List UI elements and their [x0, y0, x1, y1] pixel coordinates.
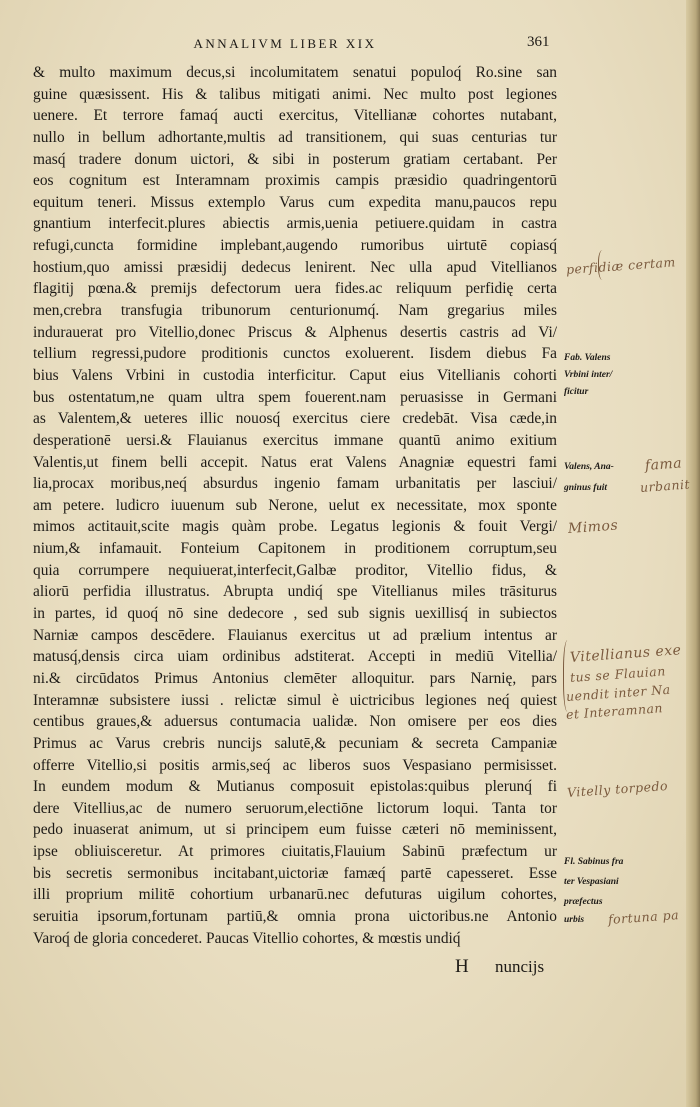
text-line: refugi,cuncta formidine implebant,augendo rumoribus uirtutē copiasq́	[33, 237, 557, 255]
page-edge	[686, 0, 700, 1107]
text-line: Valentis,ut finem belli accepit. Natus erat Valens Anagniæ equestri fami	[33, 453, 557, 471]
side-note: ter Vespasiani	[564, 877, 619, 887]
text-line: lia,procax moribus,neq́ absurdus ingenio famam urbanitatis per lasciui/	[33, 475, 557, 493]
text-line: dere Vitellius,ac de numero seruorum,electiōne lictorum loqui. Tanta tor	[33, 799, 557, 817]
text-line: uenere. Et terrore famaq́ aucti exercitus, Vitellianæ cohortes nutabant,	[33, 107, 557, 125]
text-line: mimos actitauit,scite magis quàm probe. Legatus legionis & fouit Vergi/	[33, 518, 557, 536]
text-line: eos cognitum est Interamnam proximis campis præsidio quadringentorū	[33, 172, 557, 190]
text-line: bis secretis sermonibus incitabant,uictoriæ famæq́ partē capesseret. Esse	[33, 864, 557, 882]
text-line: & multo maximum decus,si incolumitatem senatui populoq́ Ro.sine san	[33, 64, 557, 81]
signature-mark: H	[455, 956, 469, 977]
side-note: Fab. Valens	[564, 353, 611, 363]
text-line: hostium,quo amissi præsidij dedecus lenirent. Nec ulla apud Vitellianos	[33, 258, 557, 276]
text-line: In eundem modum & Mutianus composuit epistolas:quibus plerunq́ fi	[33, 778, 557, 796]
handwritten-note: tus se Flauian	[569, 663, 667, 685]
text-line: flagitij pœna.& premijs defectorum uera fides.ac reliquum perfidię certa	[33, 280, 557, 298]
catchword-line	[455, 956, 544, 978]
text-line: tellium regressi,pudore proditionis cunctos exoluerent. Iisdem diebus Fa	[33, 345, 557, 363]
text-line: am petere. ludicro iuuenum sub Nerone, uelut ex necessitate, mox sponte	[33, 496, 557, 514]
text-line: Varoq́ de gloria concederet. Paucas Vitellio cohortes, & mœstis undiq́	[33, 929, 461, 947]
text-line: desperationē uersi.& Flauianus exercitus immane quantū animo exitium	[33, 431, 557, 449]
text-line: seruitia ipsorum,fortunam partiū,& omnia prona uictoribus.ne Antonio	[33, 907, 557, 925]
side-note: Valens, Ana-	[564, 462, 614, 472]
text-line: indurauerat pro Vitellio,donec Priscus & Alphenus desertis castris ad Vi/	[33, 323, 557, 341]
text-line: ipse obliuisceretur. At primores ciuitatis,Flauium Sabinū præfectum ur	[33, 843, 557, 861]
text-line: bus ostentatum,ne quam ultra spem fouerent.nam peruasisse in Germani	[33, 388, 557, 406]
running-title: ANNALIVM LIBER XIX	[193, 36, 377, 51]
text-line: Interamnæ subsistere iussi . relictæ simul è uictricibus legiones neq́ quiest	[33, 691, 557, 709]
text-line: men,crebra transfugia tribunorum centurionumq́. Nam gregarius miles	[33, 302, 557, 320]
text-line: quia corrumpere nequiuerat,interfecit,Galbæ proditor, Vitellio fidus, &	[33, 561, 557, 579]
handwritten-note: Vitelly torpedo	[566, 777, 669, 800]
text-line: illi proprium militē cohortium urbanarū.nec defuturas uigilum cohortes,	[33, 886, 557, 904]
text-line: in partes, id quoq́ nō sine dedecore , sed sub signis uexillisq́ in subiectos	[33, 605, 557, 623]
text-line: Primus ac Varus crebris nuncijs salutē,& pecuniam & secreta Campaniæ	[33, 734, 557, 752]
side-note: gninus fuit	[564, 483, 608, 493]
handwritten-note: Vitellianus exe	[569, 642, 682, 666]
text-line: aliorū perfidia illustratus. Abrupta undiq́ spe Vitellianus miles trāsiturus	[33, 583, 557, 601]
handwritten-note: et Interamnan	[565, 700, 664, 722]
side-note: præfectus	[564, 897, 603, 907]
handwritten-note: uendit inter Na	[565, 681, 672, 704]
text-line: nullo in bellum adhortante,multis ad transitionem, qui suas centurias tur	[33, 128, 557, 146]
side-note: Fl. Sabinus fra	[564, 857, 624, 867]
text-line: nium,& infamauit. Fonteium Capitonem in proditionem corruptum,seu	[33, 540, 557, 558]
text-line: gnantium interfecit.plures abiectis armis,uenia petiuere.quidam in castra	[33, 215, 557, 233]
handwritten-note: Mimos	[567, 517, 619, 537]
text-line: as Valentem,& ueteres illic nouosq́ exercitus ciere credebāt. Visa cæde,in	[33, 410, 557, 428]
body-text	[33, 62, 557, 949]
catchword: nuncijs	[494, 957, 545, 976]
text-line: centibus graues,& aduersus contumacia ualidæ. Non omisere per eos dies	[33, 713, 557, 731]
bleed-through-smudge	[40, 962, 90, 976]
text-line: matusq́,densis circa uiam ordinibus adstiterat. Accepti in mediū Vitellia/	[33, 648, 557, 666]
handwritten-note: perfidiæ certam	[565, 254, 677, 277]
text-line: masq́ tradere donum uictori, & sibi in posterum gratiam certabant. Per	[33, 150, 557, 168]
handwritten-note: fortuna pa	[607, 907, 680, 927]
text-line: Narniæ campos descēdere. Flauianus exercitus ut ad prælium intentus ar	[33, 626, 557, 644]
text-line: bius Valens Vrbini in custodia interficitur. Caput eius Vitellianis cohorti	[33, 366, 557, 384]
handwritten-note: urbanit	[639, 476, 691, 495]
side-note: Vrbini inter/	[564, 370, 613, 380]
side-note: urbis	[564, 915, 585, 925]
text-line: ni.& circūdatos Primus Antonius clemēter alloquitur. pars Narnię, pars	[33, 669, 557, 687]
handwritten-note: fama	[644, 455, 683, 474]
page-number: 361	[527, 34, 550, 50]
side-note: ficitur	[564, 387, 589, 397]
text-line: pedo inuaserat animum, ut si principem eum fuisse cæteri nō meminissent,	[33, 821, 557, 839]
text-line: equitum teneri. Missus extemplo Varus cum expedita manu,paucos repu	[33, 193, 557, 211]
text-line: offerre Vitellio,si positis armis,seq́ ac liberos suos Vespasiano permisisset.	[33, 756, 557, 774]
text-line: guine quæsissent. His & talibus mitigati animi. Nec multo post legiones	[33, 85, 557, 103]
